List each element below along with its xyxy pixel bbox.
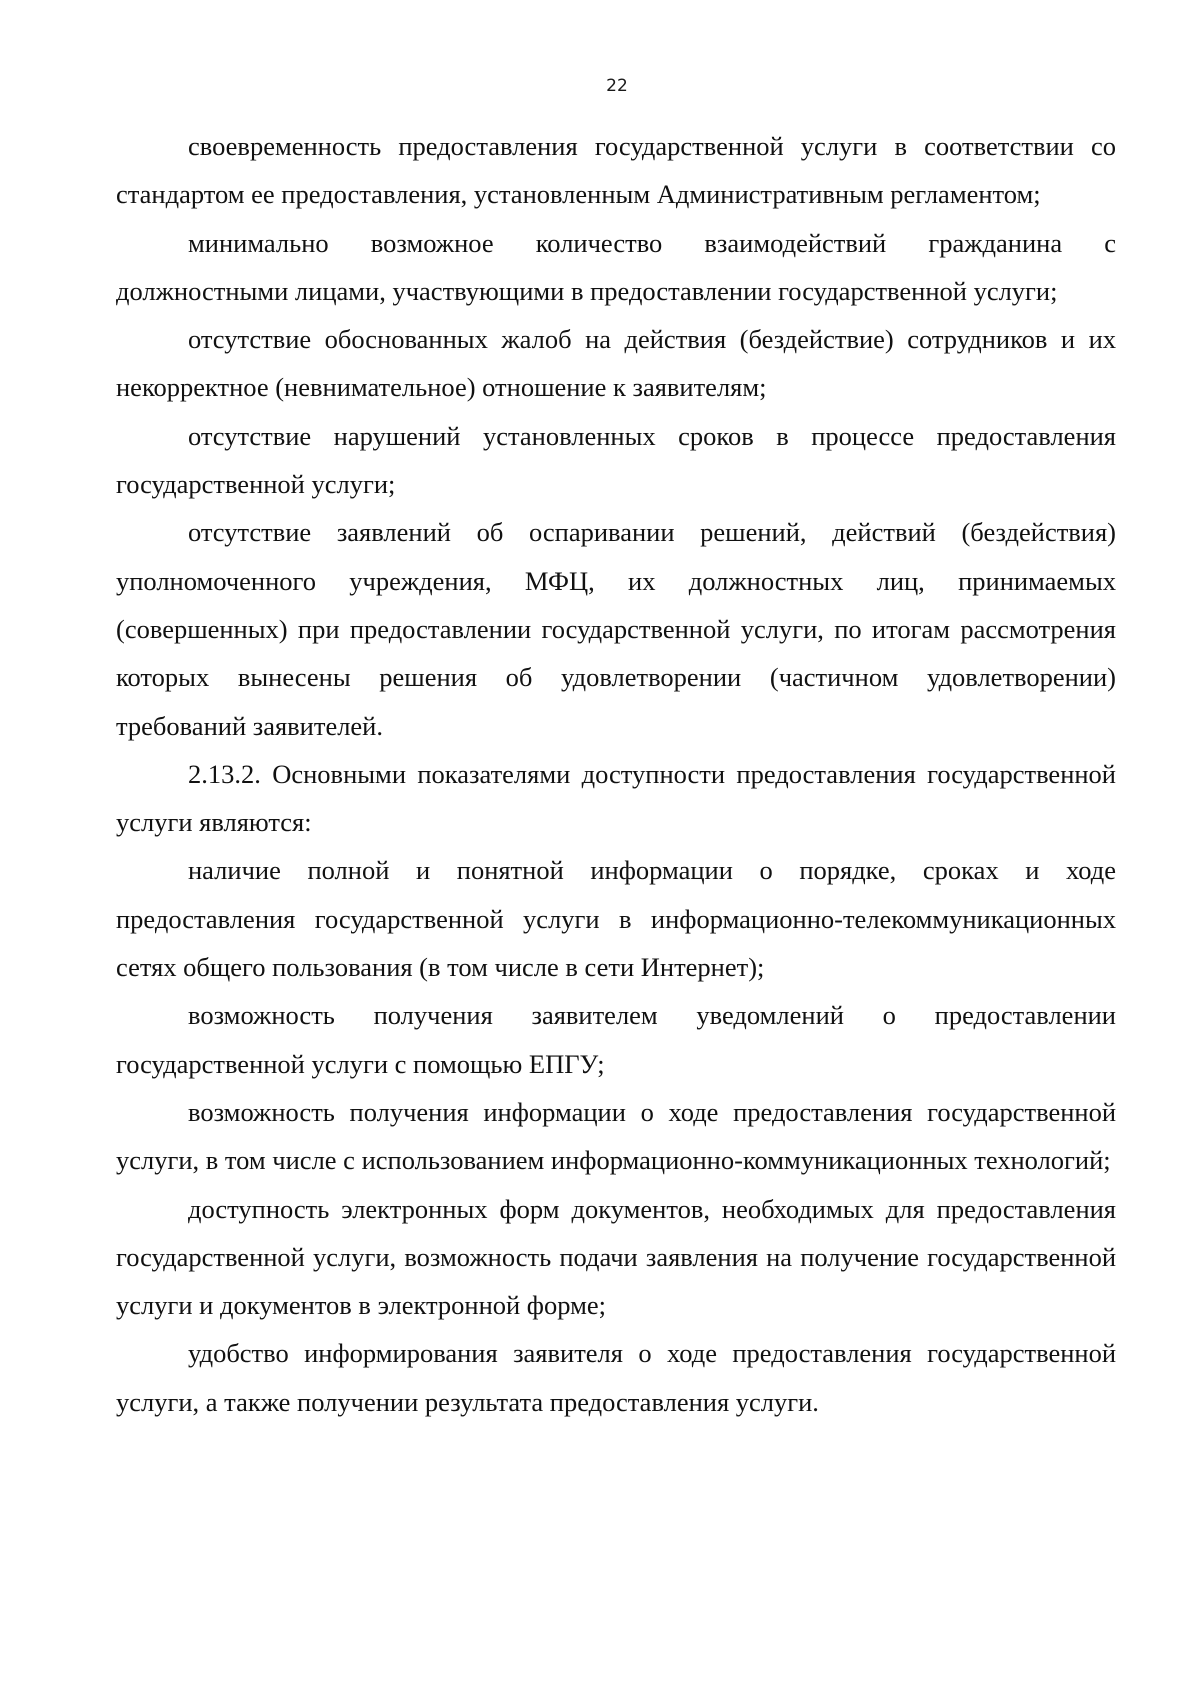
paragraph-informing-convenience: удобство информирования заявителя о ходе предоставления государственной услуги, а также получении результата предоставления услуги. (116, 1338, 1116, 1417)
paragraph-no-disputes: отсутствие заявлений об оспаривании решений, действий (бездействия) уполномоченного учреждения, МФЦ, их должностных лиц, принимаемых (совершенных) при предоставлении государственной услуги, по итогам рассмотрения которых вынесены решения об удовлетворении (частичном удовлетворении) требований заявителей. (116, 517, 1116, 741)
paragraph-electronic-forms: доступность электронных форм документов, необходимых для предоставления государственной услуги, возможность подачи заявления на получение государственной услуги и документов в электронной форме; (116, 1193, 1116, 1321)
paragraph-minimal-interactions: минимально возможное количество взаимодействий гражданина с должностными лицами, участвующими в предоставлении государственной услуги; (116, 227, 1116, 306)
document-body (116, 122, 1116, 1426)
paragraph-section-2-13-2: 2.13.2. Основными показателями доступности предоставления государственной услуги являются: (116, 758, 1116, 838)
paragraph-timeliness: своевременность предоставления государственной услуги в соответствии со стандартом ее предоставления, установленным Административным регламентом; (116, 131, 1116, 210)
paragraph-no-deadline-violations: отсутствие нарушений установленных сроков в процессе предоставления государственной услуги; (116, 420, 1116, 500)
page-number: 22 (606, 76, 628, 96)
paragraph-progress-information: возможность получения информации о ходе предоставления государственной услуги, в том числе с использованием информационно-коммуникационных технологий; (116, 1096, 1116, 1176)
paragraph-no-complaints: отсутствие обоснованных жалоб на действия (бездействие) сотрудников и их некорректное (невнимательное) отношение к заявителям; (116, 324, 1116, 403)
paragraph-information-availability: наличие полной и понятной информации о порядке, сроках и ходе предоставления государственной услуги в информационно-телекоммуникационных сетях общего пользования (в том числе в сети Интернет); (116, 855, 1116, 983)
paragraph-notifications-epgu: возможность получения заявителем уведомлений о предоставлении государственной услуги с помощью ЕПГУ; (116, 1000, 1116, 1079)
